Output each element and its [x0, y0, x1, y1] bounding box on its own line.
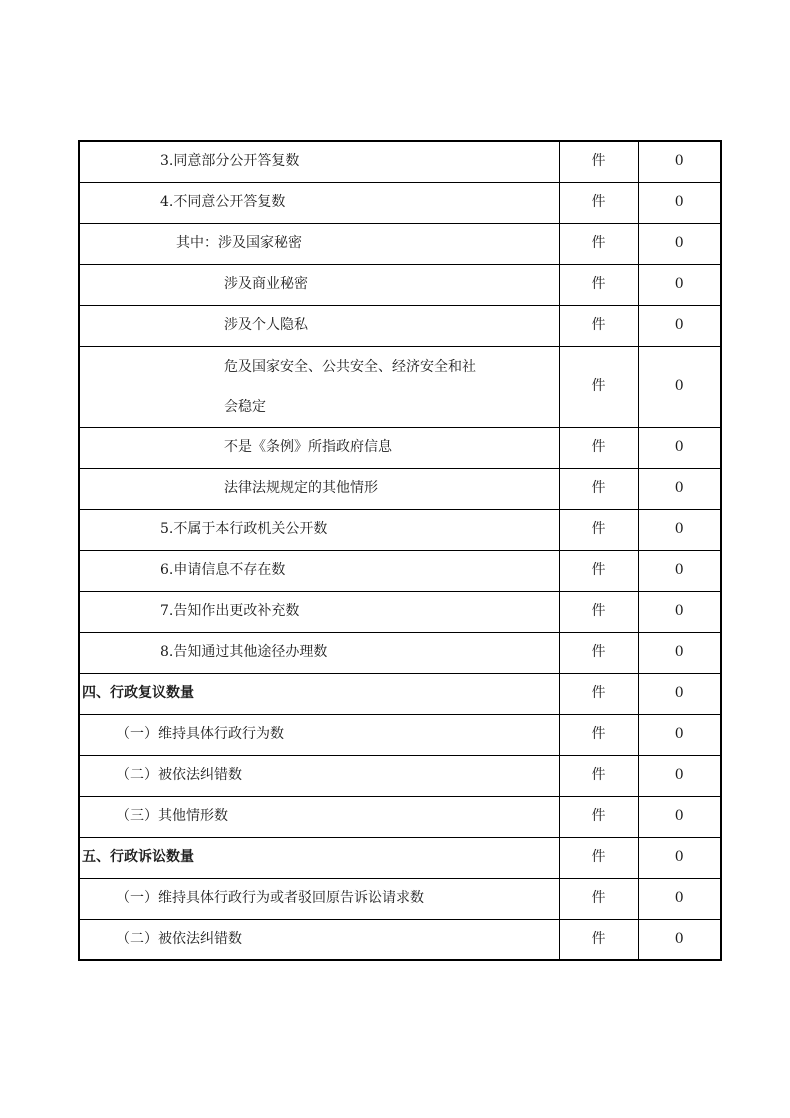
unit-cell: 件: [559, 796, 638, 837]
table-row: [79, 346, 721, 427]
table-row: [79, 427, 721, 468]
value-cell: 0: [638, 468, 721, 509]
table-row: [79, 714, 721, 755]
unit-cell: 件: [559, 591, 638, 632]
value-cell: 0: [638, 182, 721, 223]
value-cell: 0: [638, 509, 721, 550]
unit-cell: 件: [559, 264, 638, 305]
value-cell: 0: [638, 591, 721, 632]
value-cell: 0: [638, 223, 721, 264]
table-row: [79, 878, 721, 919]
table-row: [79, 141, 721, 182]
value-cell: 0: [638, 919, 721, 960]
unit-cell: 件: [559, 837, 638, 878]
row-label: 涉及商业秘密: [79, 264, 559, 305]
unit-cell: 件: [559, 509, 638, 550]
table-row: [79, 591, 721, 632]
value-cell: 0: [638, 305, 721, 346]
value-cell: 0: [638, 714, 721, 755]
row-label: （二）被依法纠错数: [79, 919, 559, 960]
row-label: （一）维持具体行政行为或者驳回原告诉讼请求数: [79, 878, 559, 919]
table-row: [79, 305, 721, 346]
unit-cell: 件: [559, 878, 638, 919]
row-label: （三）其他情形数: [79, 796, 559, 837]
value-cell: 0: [638, 837, 721, 878]
unit-cell: 件: [559, 919, 638, 960]
table-row: [79, 796, 721, 837]
value-cell: 0: [638, 632, 721, 673]
row-label: 涉及个人隐私: [79, 305, 559, 346]
value-cell: 0: [638, 346, 721, 427]
table-row: [79, 223, 721, 264]
table-row: [79, 550, 721, 591]
value-cell: 0: [638, 755, 721, 796]
row-label: 8.告知通过其他途径办理数: [79, 632, 559, 673]
row-label: （一）维持具体行政行为数: [79, 714, 559, 755]
unit-cell: 件: [559, 223, 638, 264]
unit-cell: 件: [559, 755, 638, 796]
table-row: [79, 509, 721, 550]
unit-cell: 件: [559, 182, 638, 223]
value-cell: 0: [638, 141, 721, 182]
statistics-table: [78, 140, 722, 961]
row-label: 其中：涉及国家秘密: [79, 223, 559, 264]
row-label: 不是《条例》所指政府信息: [79, 427, 559, 468]
unit-cell: 件: [559, 305, 638, 346]
row-label: [79, 346, 559, 427]
value-cell: 0: [638, 550, 721, 591]
section-heading: 四、行政复议数量: [79, 673, 559, 714]
unit-cell: 件: [559, 346, 638, 427]
section-heading: 五、行政诉讼数量: [79, 837, 559, 878]
table-row: [79, 919, 721, 960]
unit-cell: 件: [559, 427, 638, 468]
row-label-line: 危及国家安全、公共安全、经济安全和社: [224, 358, 476, 375]
row-label: 4.不同意公开答复数: [79, 182, 559, 223]
value-cell: 0: [638, 264, 721, 305]
row-label: 法律法规规定的其他情形: [79, 468, 559, 509]
value-cell: 0: [638, 878, 721, 919]
value-cell: 0: [638, 796, 721, 837]
value-cell: 0: [638, 427, 721, 468]
row-label: 7.告知作出更改补充数: [79, 591, 559, 632]
table-row: [79, 837, 721, 878]
unit-cell: 件: [559, 550, 638, 591]
value-cell: 0: [638, 673, 721, 714]
table-row: [79, 632, 721, 673]
table-row: [79, 468, 721, 509]
row-label: 5.不属于本行政机关公开数: [79, 509, 559, 550]
table-row: [79, 755, 721, 796]
row-label: 6.申请信息不存在数: [79, 550, 559, 591]
unit-cell: 件: [559, 673, 638, 714]
unit-cell: 件: [559, 141, 638, 182]
table-row: [79, 673, 721, 714]
row-label-line: 会稳定: [224, 398, 266, 415]
table-row: [79, 264, 721, 305]
unit-cell: 件: [559, 468, 638, 509]
unit-cell: 件: [559, 632, 638, 673]
table-row: [79, 182, 721, 223]
row-label: 3.同意部分公开答复数: [79, 141, 559, 182]
unit-cell: 件: [559, 714, 638, 755]
row-label: （二）被依法纠错数: [79, 755, 559, 796]
